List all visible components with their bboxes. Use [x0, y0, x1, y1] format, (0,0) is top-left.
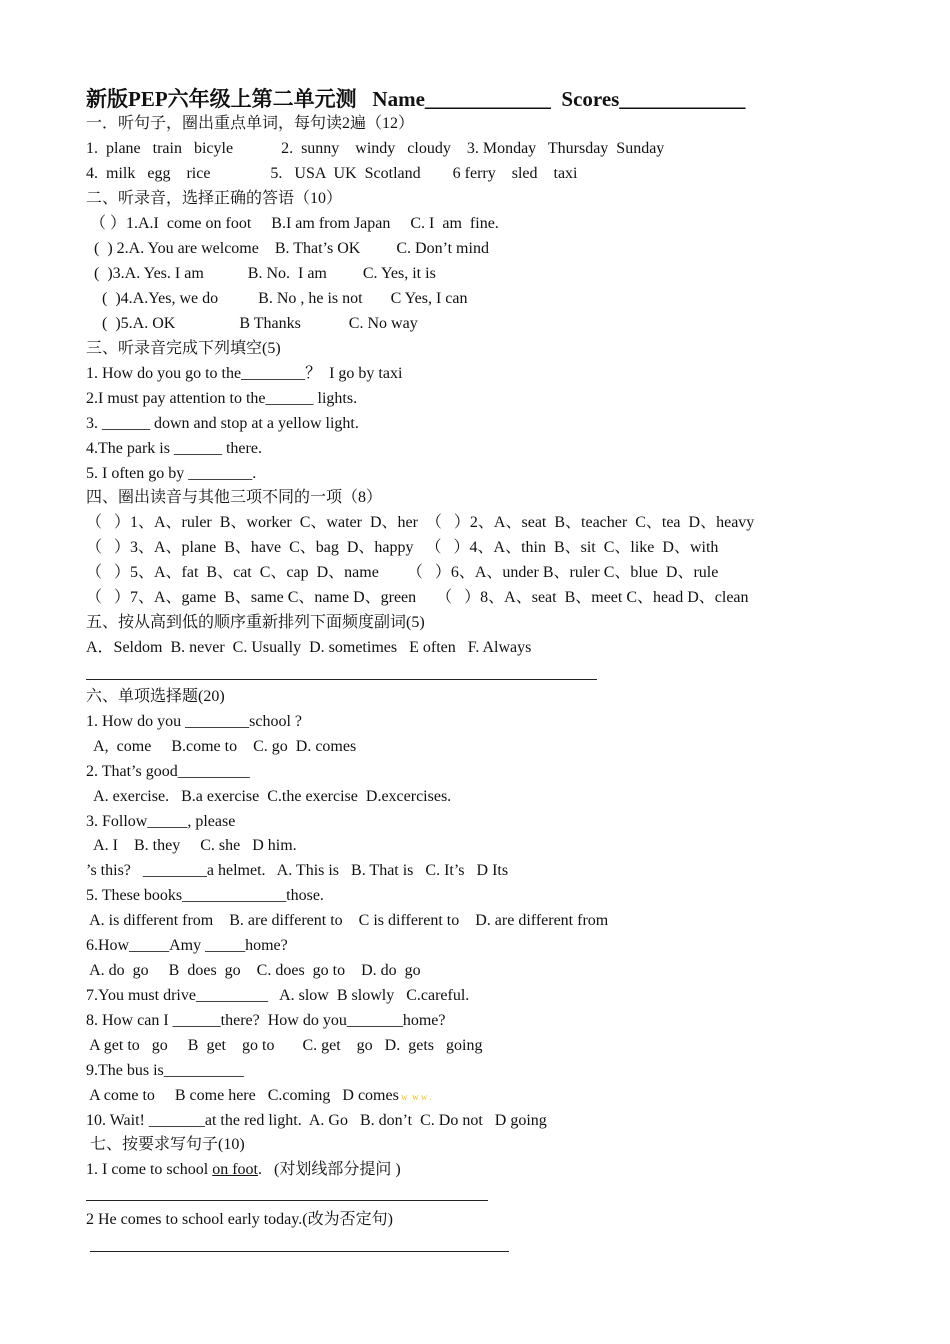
- s4-row-2: （ ）3、A、plane B、have C、bag D、happy （ ）4、A、thin B、sit C、like D、with: [86, 539, 719, 556]
- s5-options: A．Seldom B. never C. Usually D. sometimes E often F. Always: [86, 639, 532, 656]
- s6-question-1-options: A, come B.come to C. go D. comes: [86, 738, 357, 755]
- s2-question-2: ( ) 2.A. You are welcome B. That’s OK C. Don’t mind: [86, 240, 489, 257]
- s3-question-4: 4.The park is ______ there.: [86, 440, 262, 457]
- s6-question-4: ’s this? ________a helmet. A. This is B. That is C. It’s D Its: [86, 862, 509, 879]
- s6-question-8-options: A get to go B get go to C. get go D. gets going: [86, 1037, 483, 1054]
- s7-answer-line-1: [86, 1200, 488, 1201]
- s6-question-2-options: A. exercise. B.a exercise C.the exercise D.excercises.: [86, 788, 452, 805]
- s4-row-3: （ ）5、A、fat B、cat C、cap D、name （ ）6、A、under B、ruler C、blue D、rule: [86, 564, 719, 581]
- s6-question-2: 2. That’s good_________: [86, 763, 250, 780]
- section-6-header: 六、单项选择题(20): [86, 688, 225, 705]
- s7-q1-instruction: . (对划线部分提问 ): [257, 1161, 401, 1178]
- section-3-header: 三、听录音完成下列填空(5): [86, 340, 281, 357]
- s6-question-1: 1. How do you ________school ?: [86, 713, 302, 730]
- s2-question-5: ( )5.A. OK B Thanks C. No way: [86, 315, 418, 332]
- s6-question-3-options: A. I B. they C. she D him.: [86, 837, 297, 854]
- s3-question-2: 2.I must pay attention to the______ lights.: [86, 390, 358, 407]
- s5-answer-line: [86, 679, 597, 680]
- s2-question-3: ( )3.A. Yes. I am B. No. I am C. Yes, it is: [86, 265, 436, 282]
- s2-question-1: （ ）1.A.I come on foot B.I am from Japan C. I am fine.: [86, 215, 499, 232]
- s6-question-8: 8. How can I ______there? How do you_______home?: [86, 1012, 446, 1029]
- section-5-header: 五、按从高到低的顺序重新排列下面频度副词(5): [86, 614, 425, 631]
- s1-line-2: 4. milk egg rice 5. USA UK Scotland 6 ferry sled taxi: [86, 165, 578, 182]
- s7-question-2: 2 He comes to school early today.(改为否定句): [86, 1211, 393, 1228]
- s7-q1-text: 1. I come to school: [86, 1161, 213, 1178]
- section-1-header: 一．听句子，圈出重点单词，每句读2遍（12）: [86, 115, 415, 132]
- watermark-text: w w w .: [398, 1092, 432, 1102]
- page-title: 新版PEP六年级上第二单元测 Name____________ Scores____________: [86, 87, 746, 111]
- s6-question-10: 10. Wait! _______at the red light. A. Go B. don’t C. Do not D going: [86, 1112, 547, 1129]
- s7-answer-line-2: [90, 1251, 509, 1252]
- s4-row-4: （ ）7、A、game B、same C、name D、green （ ）8、A、seat B、meet C、head D、clean: [86, 589, 749, 606]
- s4-row-1: （ ）1、A、ruler B、worker C、water D、her （ ）2、A、seat B、teacher C、tea D、heavy: [86, 514, 755, 531]
- s6-question-6: 6.How_____Amy _____home?: [86, 937, 288, 954]
- s7-question-1: [86, 1160, 401, 1180]
- section-2-header: 二、听录音，选择正确的答语（10）: [86, 190, 343, 207]
- s6-question-9-options: A come to B come here C.coming D comes: [86, 1087, 399, 1104]
- s2-question-4: ( )4.A.Yes, we do B. No , he is not C Yes, I can: [86, 290, 468, 307]
- section-7-header: 七、按要求写句子(10): [86, 1136, 245, 1153]
- s7-q1-underlined: on foot: [212, 1161, 258, 1178]
- s6-question-5-options: A. is different from B. are different to C is different to D. are different from: [86, 912, 609, 929]
- s6-question-5: 5. These books_____________those.: [86, 887, 324, 904]
- s3-question-3: 3. ______ down and stop at a yellow light.: [86, 415, 359, 432]
- s6-question-3: 3. Follow_____, please: [86, 813, 236, 830]
- section-4-header: 四、圈出读音与其他三项不同的一项（8）: [86, 489, 383, 506]
- s3-question-5: 5. I often go by ________.: [86, 465, 257, 482]
- s6-question-7: 7.You must drive_________ A. slow B slowly C.careful.: [86, 987, 470, 1004]
- s1-line-1: 1. plane train bicyle 2. sunny windy cloudy 3. Monday Thursday Sunday: [86, 140, 665, 157]
- s6-question-9: 9.The bus is__________: [86, 1062, 244, 1079]
- s6-question-9-options-row: [86, 1086, 432, 1107]
- s6-question-6-options: A. do go B does go C. does go to D. do go: [86, 962, 421, 979]
- s3-question-1: 1. How do you go to the________？ I go by taxi: [86, 365, 403, 382]
